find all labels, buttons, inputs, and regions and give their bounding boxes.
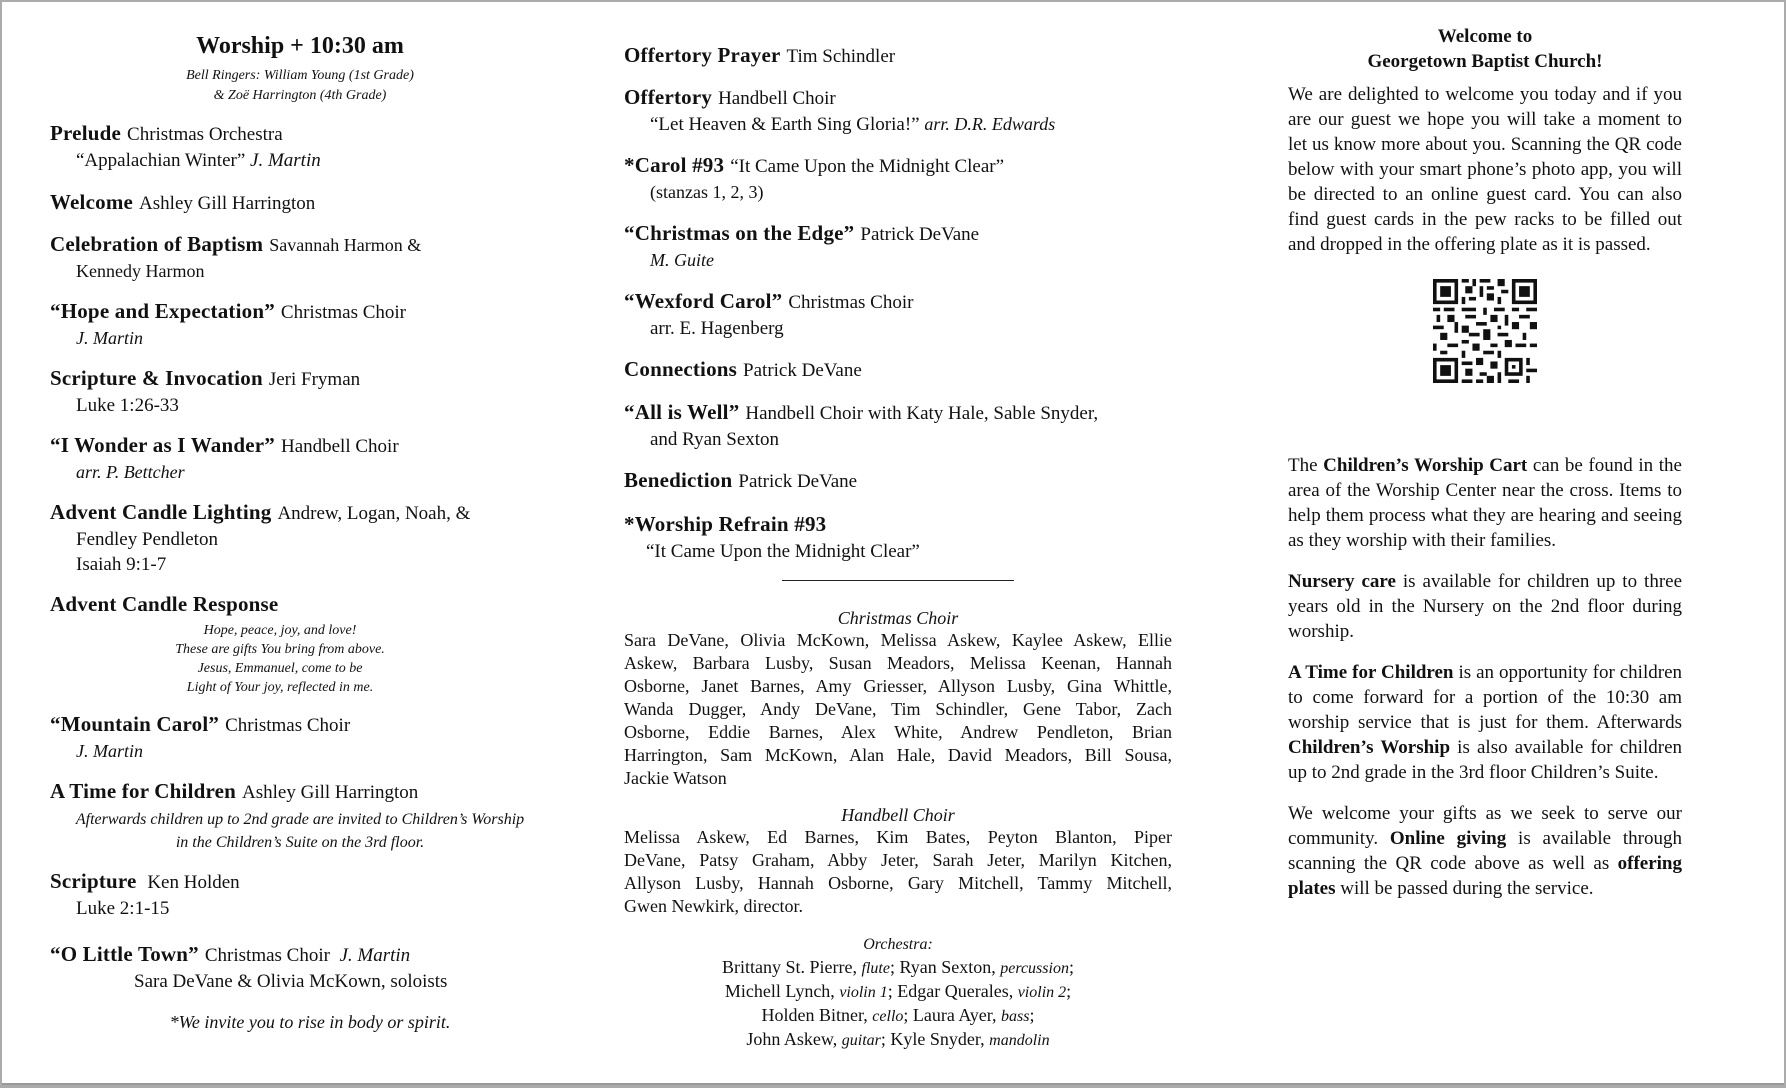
hope-performer: Christmas Choir — [280, 302, 407, 323]
connections-heading: Connections — [624, 357, 738, 381]
offertory-item — [624, 84, 1172, 137]
little-town-composer: J. Martin — [339, 945, 411, 966]
nursery-text: is available for children up to three years old in the Nursery on the 2nd floor during worship. — [1288, 571, 1683, 642]
handbell-choir-title: Handbell Choir — [841, 805, 955, 825]
childrens-worship-term: Children’s Worship — [1288, 737, 1451, 758]
response-line: These are gifts You bring from above. — [175, 642, 385, 657]
time-children-leader: Ashley Gill Harrington — [242, 782, 419, 803]
wonder-heading: “I Wonder as I Wander” — [50, 433, 275, 457]
bulletin-page — [2, 2, 1784, 1085]
welcome-title-line-2: Georgetown Baptist Church! — [1367, 51, 1603, 72]
roster-line: Harrington, Sam McKown, Alan Hale, David Meadors, Bill Sousa, — [624, 745, 1172, 765]
bell-ringers-line-1: Bell Ringers: William Young (1st Grade) — [186, 68, 414, 83]
carol-93-item — [624, 152, 1172, 205]
little-town-performer: Christmas Choir — [204, 945, 330, 966]
christmas-choir-title: Christmas Choir — [837, 608, 959, 628]
baptism-names: Savannah Harmon & — [269, 235, 422, 255]
response-line: Light of Your joy, reflected in me. — [186, 680, 374, 695]
time-for-children-term: A Time for Children — [1288, 662, 1454, 683]
prelude-performer: Christmas Orchestra — [127, 124, 283, 145]
orch-name: John Askew, — [746, 1029, 838, 1049]
section-divider — [782, 580, 1014, 581]
order-of-worship-column-2 — [624, 2, 1172, 1052]
scripture-passage: Luke 2:1-15 — [76, 898, 170, 919]
hope-item — [50, 298, 570, 351]
bell-ringers — [50, 66, 550, 106]
refrain-item — [624, 511, 1172, 564]
online-giving-term: Online giving — [1389, 828, 1507, 849]
all-well-heading: “All is Well” — [624, 400, 740, 424]
welcome-title-line-1: Welcome to — [1437, 26, 1533, 47]
orchestra-line — [624, 1028, 1172, 1052]
time-children-item — [50, 778, 570, 854]
worship-title: Worship + 10:30 am — [196, 33, 404, 59]
advent-response-item — [50, 591, 570, 697]
bell-ringers-line-2: & Zoë Harrington (4th Grade) — [213, 88, 387, 103]
connections-item — [624, 356, 1172, 384]
giving-paragraph — [1288, 801, 1682, 901]
time-for-children-paragraph — [1288, 660, 1682, 785]
wonder-arranger: arr. P. Bettcher — [76, 462, 185, 482]
welcome-column — [1288, 2, 1682, 901]
roster-line: Jackie Watson — [624, 768, 727, 788]
offertory-performer: Handbell Choir — [718, 88, 836, 109]
edge-author: M. Guite — [650, 250, 714, 270]
orch-name: ; Edgar Querales, — [887, 981, 1014, 1001]
roster-line: Askew, Barbara Lusby, Susan Meadors, Melissa Keenan, Hannah — [624, 653, 1172, 673]
roster-line: Osborne, Eddie Barnes, Alex White, Andrew Pendleton, Brian — [624, 722, 1172, 742]
orch-instrument: percussion — [1000, 960, 1069, 977]
orch-punct: ; — [1029, 1005, 1035, 1025]
orch-name: ; Ryan Sexton, — [889, 957, 996, 977]
roster-line: DeVane, Patsy Graham, Abby Jeter, Sarah Jeter, Marilyn Kitchen, — [624, 850, 1172, 870]
prelude-item — [50, 120, 570, 173]
orch-name: ; Kyle Snyder, — [880, 1029, 985, 1049]
hope-heading: “Hope and Expectation” — [50, 299, 275, 323]
scripture-heading: Scripture — [50, 869, 137, 893]
orch-name: Holden Bitner, — [761, 1005, 868, 1025]
nursery-paragraph — [1288, 569, 1682, 644]
baptism-heading: Celebration of Baptism — [50, 232, 264, 256]
carol-93-title: “It Came Upon the Midnight Clear” — [730, 156, 1005, 177]
offering-plates-term: offering plates — [1288, 853, 1682, 899]
orchestra-line — [624, 980, 1172, 1004]
advent-lighting-names: Andrew, Logan, Noah, & — [277, 503, 471, 524]
advent-lighting-passage: Isaiah 9:1-7 — [76, 554, 167, 575]
all-well-performers-cont: and Ryan Sexton — [650, 429, 780, 450]
orch-name: Brittany St. Pierre, — [722, 957, 857, 977]
little-town-soloists: Sara DeVane & Olivia McKown, soloists — [134, 971, 448, 992]
cart-text: can be found in the area of the Worship Center near the cross. Items to help them process what they are hearing and seeing as they worship with their families. — [1288, 455, 1682, 551]
christmas-choir-roster — [624, 629, 1172, 790]
welcome-item — [50, 189, 570, 217]
orchestra-line — [624, 1004, 1172, 1028]
time-children-note-line-2: in the Children’s Suite on the 3rd floor. — [175, 834, 425, 851]
roster-line: Sara DeVane, Olivia McKown, Melissa Askew, Kaylee Askew, Ellie — [624, 630, 1172, 650]
worship-cart-paragraph — [1288, 453, 1682, 553]
wonder-item — [50, 432, 570, 485]
worship-cart-term: Children’s Worship Cart — [1323, 455, 1528, 476]
prelude-composer: J. Martin — [250, 150, 321, 171]
orch-instrument: mandolin — [989, 1032, 1050, 1049]
offertory-prayer-leader: Tim Schindler — [786, 46, 896, 67]
edge-item — [624, 220, 1172, 273]
nursery-term: Nursery care — [1288, 571, 1396, 592]
orch-name: ; Laura Ayer, — [903, 1005, 997, 1025]
orchestra-line — [624, 956, 1172, 980]
carol-93-stanzas: (stanzas 1, 2, 3) — [650, 182, 764, 202]
cart-text: The — [1288, 455, 1318, 476]
giving-text: will be passed during the service. — [1340, 878, 1594, 899]
mountain-item — [50, 711, 570, 764]
orch-punct: ; — [1068, 957, 1074, 977]
wonder-performer: Handbell Choir — [280, 436, 399, 457]
little-town-item — [50, 941, 570, 994]
qr-code-icon[interactable] — [1433, 279, 1537, 383]
rise-note: *We invite you to rise in body or spirit. — [169, 1012, 451, 1032]
carol-93-heading: *Carol #93 — [624, 153, 725, 177]
welcome-heading: Welcome — [50, 190, 134, 214]
time-children-note — [50, 808, 550, 854]
scripture-invocation-item — [50, 365, 570, 418]
scripture-reader: Ken Holden — [147, 872, 240, 893]
orch-instrument: flute — [861, 960, 890, 977]
handbell-choir-roster — [624, 826, 1172, 918]
edge-heading: “Christmas on the Edge” — [624, 221, 855, 245]
tfc-text: is an opportunity for children to come forward for a portion of the 10:30 am worship service that is just for them. Afterwards — [1288, 662, 1683, 733]
scripture-item — [50, 868, 570, 921]
offertory-prayer-heading: Offertory Prayer — [624, 43, 781, 67]
advent-lighting-heading: Advent Candle Lighting — [50, 500, 272, 524]
benediction-leader: Patrick DeVane — [738, 471, 858, 492]
baptism-names-cont: Kennedy Harmon — [76, 261, 205, 281]
time-children-heading: A Time for Children — [50, 779, 237, 803]
orch-instrument: bass — [1000, 1008, 1030, 1025]
scripture-invocation-passage: Luke 1:26-33 — [76, 395, 179, 416]
orch-instrument: violin 1 — [839, 984, 888, 1001]
prelude-heading: Prelude — [50, 121, 122, 145]
response-line: Jesus, Emmanuel, come to be — [197, 661, 363, 676]
orch-instrument: violin 2 — [1017, 984, 1067, 1001]
welcome-intro: We are delighted to welcome you today and if you are our guest we hope you will take a moment to let us know more about you. Scanning the QR code below with your smart phone’s photo app, you will be directed to an online guest card. You can also find guest cards in the pew racks to be filled out and dropped in the offering plate as it is passed. — [1288, 84, 1682, 255]
giving-text: We welcome your gifts as we seek to serve our community. — [1288, 803, 1682, 849]
scripture-invocation-heading: Scripture & Invocation — [50, 366, 263, 390]
mountain-heading: “Mountain Carol” — [50, 712, 220, 736]
wexford-performer: Christmas Choir — [788, 292, 914, 313]
baptism-item — [50, 231, 570, 284]
little-town-heading: “O Little Town” — [50, 942, 199, 966]
roster-line: Wanda Dugger, Andy DeVane, Tim Schindler, Gene Tabor, Zach — [624, 699, 1172, 719]
roster-line: Gwen Newkirk, director. — [624, 896, 803, 916]
all-well-item — [624, 399, 1172, 452]
welcome-leader: Ashley Gill Harrington — [139, 193, 316, 214]
tfc-text: is also available for children up to 2nd grade in the 3rd floor Children’s Suite. — [1288, 737, 1682, 783]
response-line: Hope, peace, joy, and love! — [203, 623, 357, 638]
offertory-piece: “Let Heaven & Earth Sing Gloria!” — [650, 114, 920, 135]
roster-line: Melissa Askew, Ed Barnes, Kim Bates, Peyton Blanton, Piper — [624, 827, 1172, 847]
mountain-composer: J. Martin — [76, 741, 143, 761]
wexford-heading: “Wexford Carol” — [624, 289, 783, 313]
offertory-arranger: arr. D.R. Edwards — [924, 114, 1056, 134]
refrain-title: “It Came Upon the Midnight Clear” — [646, 541, 920, 562]
connections-leader: Patrick DeVane — [743, 360, 862, 381]
scripture-invocation-reader: Jeri Fryman — [268, 369, 361, 390]
offertory-heading: Offertory — [624, 85, 713, 109]
prelude-piece: “Appalachian Winter” — [76, 150, 246, 171]
wexford-arranger: arr. E. Hagenberg — [650, 318, 784, 339]
roster-line: Osborne, Janet Barnes, Amy Griesser, Allyson Lusby, Gina Whittle, — [624, 676, 1172, 696]
all-well-performers: Handbell Choir with Katy Hale, Sable Snyder, — [745, 403, 1099, 424]
advent-lighting-item — [50, 499, 570, 577]
benediction-heading: Benediction — [624, 468, 733, 492]
order-of-worship-column — [50, 2, 570, 1033]
time-children-note-line-1: Afterwards children up to 2nd grade are invited to Children’s Worship — [75, 811, 525, 828]
orch-punct: ; — [1066, 981, 1072, 1001]
hope-composer: J. Martin — [76, 328, 143, 348]
orch-instrument: guitar — [841, 1032, 881, 1049]
orchestra-roster — [624, 956, 1172, 1052]
roster-line: Allyson Lusby, Hannah Osborne, Gary Mitchell, Tammy Mitchell, — [624, 873, 1172, 893]
wexford-item — [624, 288, 1172, 341]
orch-name: Michell Lynch, — [724, 981, 835, 1001]
refrain-heading: *Worship Refrain #93 — [624, 512, 827, 536]
advent-response-text — [50, 621, 510, 697]
offertory-prayer-item — [624, 42, 1172, 70]
edge-speaker: Patrick DeVane — [860, 224, 980, 245]
giving-text: is available through scanning the QR code above as well as — [1288, 828, 1683, 874]
advent-response-heading: Advent Candle Response — [50, 592, 279, 616]
orchestra-title: Orchestra: — [863, 936, 933, 953]
advent-lighting-names-cont: Fendley Pendleton — [76, 529, 218, 550]
benediction-item — [624, 467, 1172, 495]
welcome-title — [1288, 24, 1682, 74]
orch-instrument: cello — [872, 1008, 904, 1025]
mountain-performer: Christmas Choir — [225, 715, 351, 736]
